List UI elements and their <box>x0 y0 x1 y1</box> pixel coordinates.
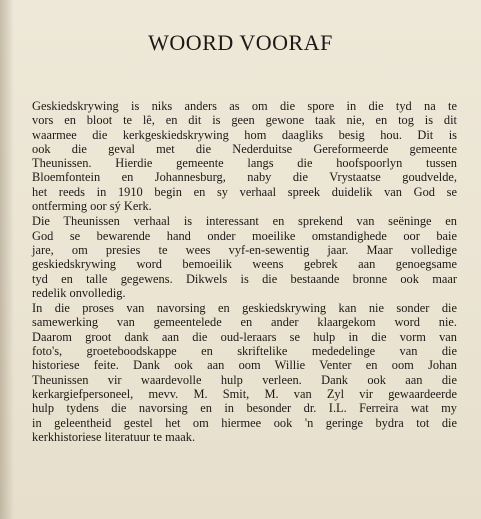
page-edge-shadow <box>0 0 14 519</box>
text-line: jare, om presies te wees vyf-en-sewentig jaar. Maar volledige <box>32 242 457 257</box>
text-line: ook die geval met die Nederduitse Gereformeerde gemeente <box>32 141 457 156</box>
text-line: vors en bloot te lê, en dit is geen gewone taak nie, en tog is dit <box>32 113 457 128</box>
paragraph-3 <box>32 301 457 444</box>
text-line: tyd en talle gegewens. Dikwels is die bestaande bronne ook maar <box>32 271 457 286</box>
page-title: WOORD VOORAF <box>148 30 333 55</box>
text-line: het reeds in 1910 begin en sy verhaal spreek duidelik van God se <box>32 184 457 199</box>
text-line: Geskiedskrywing is niks anders as om die spore in die tyd na te <box>32 99 457 113</box>
text-line: kerkargiefpersoneel, mevv. M. Smit, M. van Zyl vir gewaardeerde <box>32 386 457 401</box>
text-line: foto's, groeteboodskappe en skriftelike mededelinge van die <box>32 344 457 359</box>
text-line: Die Theunissen verhaal is interessant en sprekend van seëninge en <box>32 214 457 229</box>
text-line: Bloemfontein en Johannesburg, naby die Vrystaatse goudvelde, <box>32 170 457 185</box>
text-line: waarmee die kerkgeskiedskrywing hom daagliks besig hou. Dit is <box>32 127 457 142</box>
text-line: historiese feite. Dank ook aan oom Willie Venter en oom Johan <box>32 358 457 373</box>
body-text <box>32 99 457 445</box>
text-line: kerkhistoriese literatuur te maak. <box>32 429 196 444</box>
paragraph-1 <box>32 99 457 213</box>
text-line: in geleentheid gestel het om hiermee ook 'n geringe bydra tot die <box>32 415 457 430</box>
text-line: Theunissen vir waardevolle hulp verleen. Dank ook aan die <box>32 372 457 387</box>
text-line: samewerking van gemeentelede en ander klaargekom word nie. <box>32 315 457 330</box>
text-line: geskiedskrywing word bemoeilik weens gebrek aan genoegsame <box>32 257 457 272</box>
text-line: redelik onvolledig. <box>32 285 126 300</box>
text-line: In die proses van navorsing en geskiedskrywing kan nie sonder die <box>32 301 457 316</box>
text-line: God se bewarende hand onder moeilike omstandighede oor baie <box>32 228 457 243</box>
text-line: Daarom groot dank aan die oud-leraars se hulp in die vorm van <box>32 329 457 344</box>
text-line: ontferming oor sý Kerk. <box>32 199 152 214</box>
text-line: Theunissen. Hierdie gemeente langs die hoofspoorlyn tussen <box>32 156 457 171</box>
text-line: hulp tydens die navorsing en in besonder dr. I.L. Ferreira wat my <box>32 401 457 416</box>
paragraph-2 <box>32 214 457 300</box>
